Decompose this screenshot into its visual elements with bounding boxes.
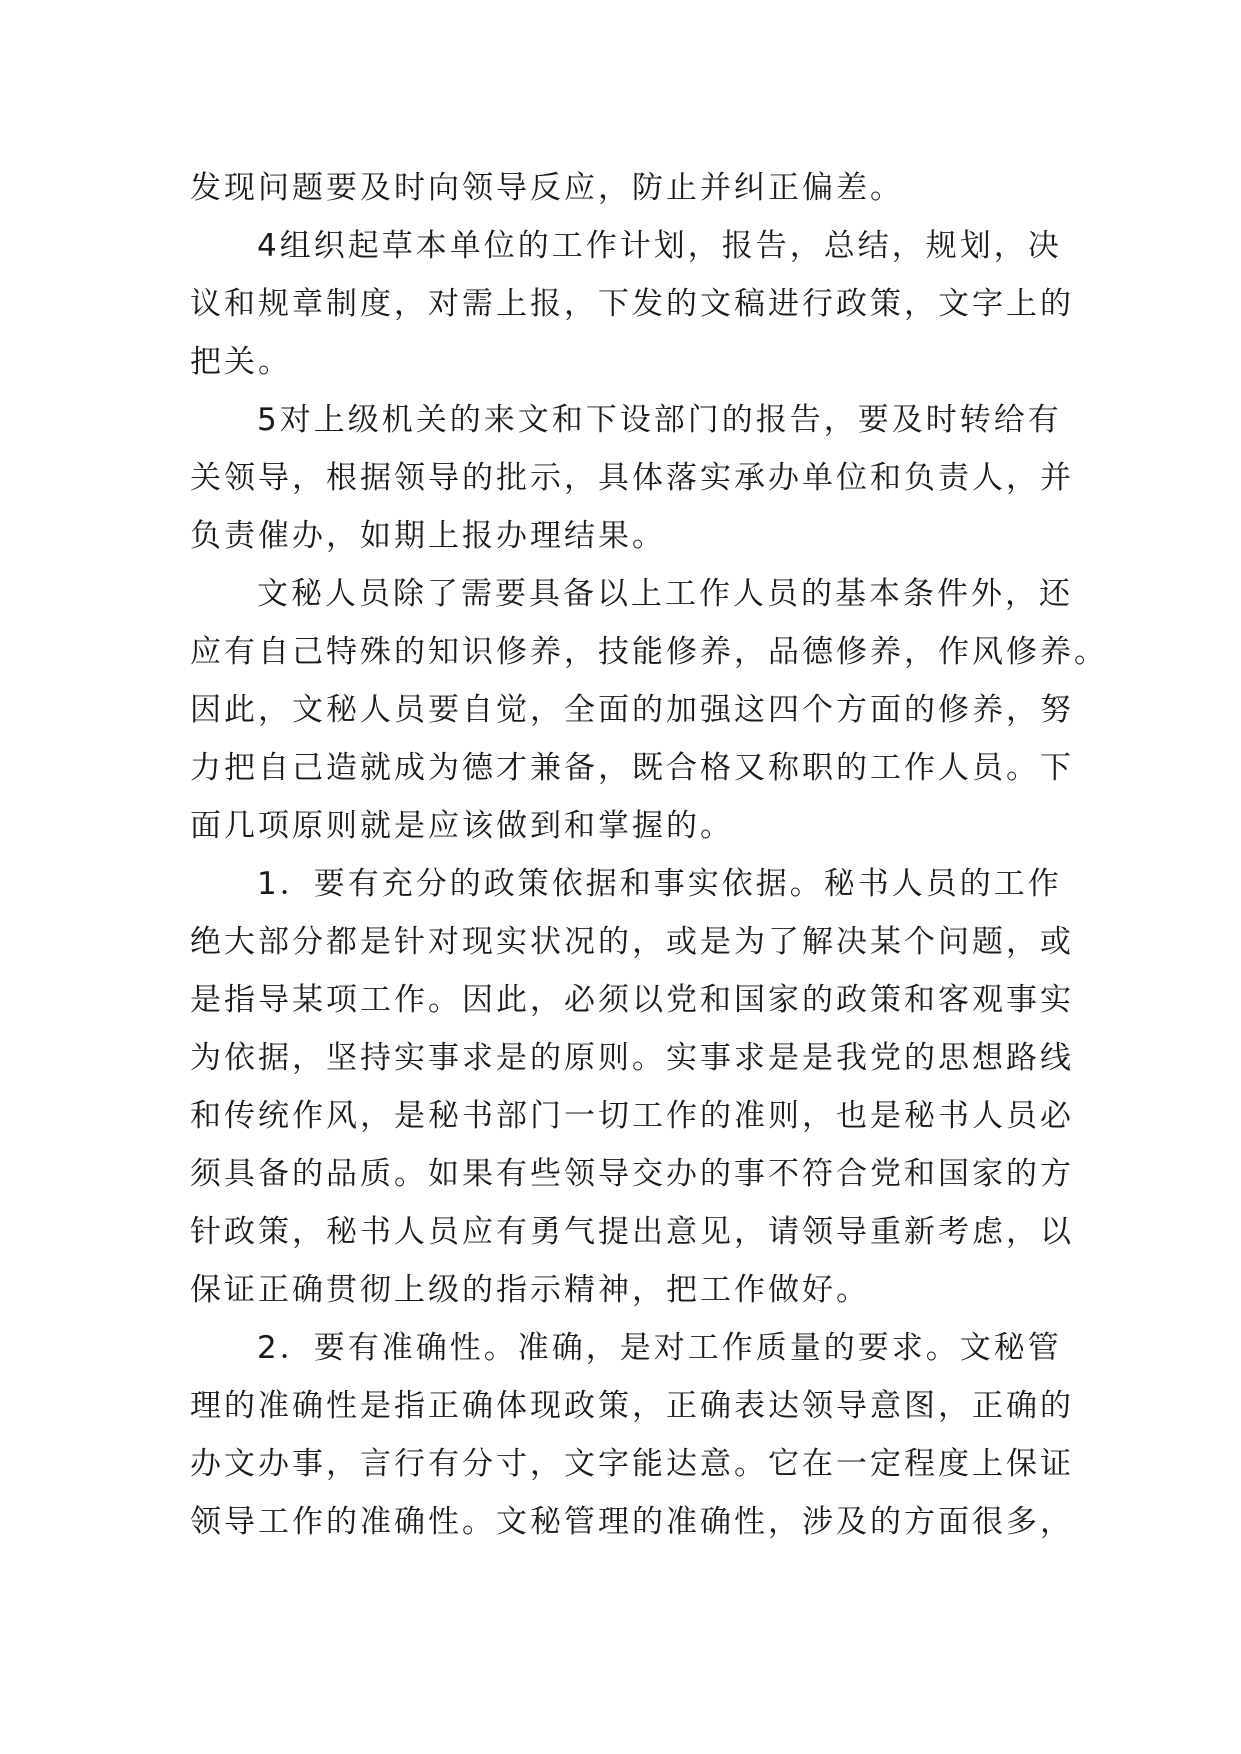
text-line: 和传统作风，是秘书部门一切工作的准则，也是秘书人员必 [190,1098,1074,1134]
text-line: 因此，文秘人员要自觉，全面的加强这四个方面的修养，努 [190,692,1074,728]
text-line: 把关。 [190,344,292,380]
text-line: 是指导某项工作。因此，必须以党和国家的政策和客观事实 [190,982,1074,1018]
text-line: 关领导，根据领导的批示，具体落实承办单位和负责人，并 [190,460,1074,496]
text-line: 保证正确贯彻上级的指示精神，把工作做好。 [190,1272,870,1308]
text-line: 1．要有充分的政策依据和事实依据。秘书人员的工作 [257,866,1062,902]
text-line: 面几项原则就是应该做到和掌握的。 [190,808,734,844]
text-line: 为依据，坚持实事求是的原则。实事求是是我党的思想路线 [190,1040,1074,1076]
text-line: 议和规章制度，对需上报，下发的文稿进行政策，文字上的 [190,286,1074,322]
text-line: 4组织起草本单位的工作计划，报告，总结，规划，决 [257,228,1062,264]
text-line: 负责催办，如期上报办理结果。 [190,518,666,554]
text-line: 发现问题要及时向领导反应，防止并纠正偏差。 [190,170,904,206]
text-line: 针政策，秘书人员应有勇气提出意见，请领导重新考虑，以 [190,1214,1074,1250]
text-line: 应有自己特殊的知识修养，技能修养，品德修养，作风修养。 [190,634,1108,670]
text-line: 须具备的品质。如果有些领导交办的事不符合党和国家的方 [190,1156,1074,1192]
text-line: 理的准确性是指正确体现政策，正确表达领导意图，正确的 [190,1388,1074,1424]
text-line: 办文办事，言行有分寸，文字能达意。它在一定程度上保证 [190,1446,1074,1482]
text-line: 5对上级机关的来文和下设部门的报告，要及时转给有 [257,402,1062,438]
text-line: 领导工作的准确性。文秘管理的准确性，涉及的方面很多， [190,1504,1074,1540]
text-line: 力把自己造就成为德才兼备，既合格又称职的工作人员。下 [190,750,1074,786]
text-line: 2．要有准确性。准确，是对工作质量的要求。文秘管 [257,1330,1062,1366]
text-line: 绝大部分都是针对现实状况的，或是为了解决某个问题，或 [190,924,1074,960]
text-line: 文秘人员除了需要具备以上工作人员的基本条件外，还 [257,576,1073,612]
